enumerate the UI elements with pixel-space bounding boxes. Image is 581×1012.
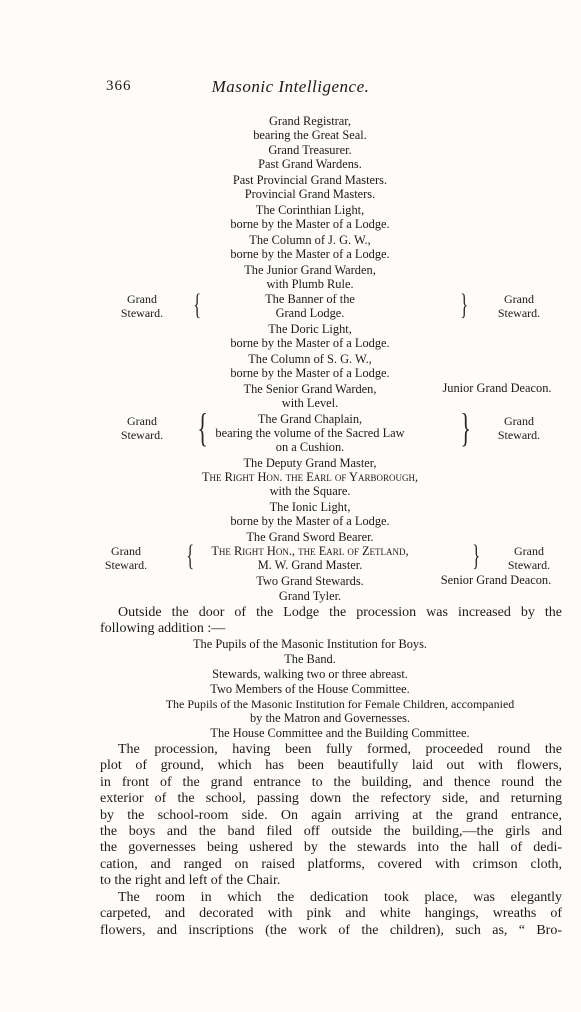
addition-line: The Pupils of the Masonic Institution for Female Children, accompanied xyxy=(165,697,515,711)
side-label-right: Steward. xyxy=(507,558,551,572)
procession-line: The Junior Grand Warden, xyxy=(244,263,376,277)
paragraph xyxy=(100,890,562,939)
text-line: the boys and the band filed off outside the building,—the girls and xyxy=(100,824,562,840)
addition-line: The Pupils of the Masonic Institution for Boys. xyxy=(192,637,428,651)
side-label-right: Grand xyxy=(504,414,534,428)
side-label-left: Steward. xyxy=(120,306,164,320)
right-brace-icon: } xyxy=(460,288,469,321)
side-label-left: Grand xyxy=(127,292,157,306)
page-number: 366 xyxy=(106,78,132,94)
text-line: the governesses being ushered by the stewards into the hall of dedi- xyxy=(100,840,562,856)
procession-line: Grand Treasurer. xyxy=(268,143,352,157)
procession-line: with the Square. xyxy=(269,484,351,498)
side-label-left: Grand xyxy=(127,414,157,428)
procession-line: The Right Hon., the Earl of Zetland, xyxy=(211,544,409,558)
left-brace-icon: { xyxy=(197,405,208,450)
procession-line: M. W. Grand Master. xyxy=(257,558,363,572)
text-line: in front of the grand entrance to the building, and thence round the xyxy=(100,774,562,790)
text-line: The procession, having been fully formed, proceeded round the xyxy=(118,742,562,757)
addition-line: by the Matron and Governesses. xyxy=(249,711,410,725)
procession-line: The Right Hon. the Earl of Yarborough, xyxy=(201,470,419,484)
procession-line: borne by the Master of a Lodge. xyxy=(230,366,390,380)
side-label-right: Grand xyxy=(514,544,544,558)
addition-line: The House Committee and the Building Committee. xyxy=(210,726,470,740)
side-label-left: Steward. xyxy=(104,558,148,572)
procession-line: The Banner of the xyxy=(265,292,355,306)
text-line: to the right and left of the Chair. xyxy=(100,873,281,889)
right-brace-icon: } xyxy=(472,539,481,572)
text-line: plot of ground, which has been beautifully laid out with flowers, xyxy=(100,758,562,774)
left-brace-icon: { xyxy=(193,288,202,321)
side-label-right: Steward. xyxy=(497,306,541,320)
procession-line: Provincial Grand Masters. xyxy=(244,187,376,201)
side-label-right: Junior Grand Deacon. xyxy=(442,381,552,395)
procession-line: Grand Registrar, xyxy=(268,114,352,128)
procession-line: on a Cushion. xyxy=(275,440,345,454)
procession-line: with Level. xyxy=(281,396,339,410)
text-line: carpeted, and decorated with pink and white hangings, wreaths of xyxy=(100,906,562,922)
running-title: Masonic Intelligence. xyxy=(211,77,370,96)
left-brace-icon: { xyxy=(186,539,195,572)
paragraph xyxy=(100,621,562,637)
addition-line: The Band. xyxy=(284,652,336,666)
procession-line: The Column of S. G. W., xyxy=(248,352,372,366)
procession-line: The Column of J. G. W., xyxy=(249,233,371,247)
side-label-left: Steward. xyxy=(120,428,164,442)
procession-line: bearing the Great Seal. xyxy=(253,128,367,142)
text-line: by the school-room side. On again arriving at the grand entrance, xyxy=(100,807,562,823)
text-line: cation, and ranged on raised platforms, covered with crimson cloth, xyxy=(100,856,562,872)
procession-line: The Ionic Light, xyxy=(269,500,351,514)
side-label-right: Steward. xyxy=(497,428,541,442)
procession-line: Two Grand Stewards. xyxy=(256,574,364,588)
text-line: flowers, and inscriptions (the work of the children), such as, “ Bro- xyxy=(100,922,562,938)
text-line: following addition :— xyxy=(100,621,226,636)
text-line: exterior of the school, passing down the refectory side, and returning xyxy=(100,791,562,807)
procession-line: bearing the volume of the Sacred Law xyxy=(215,426,405,440)
text-line: The room in which the dedication took place, was elegantly xyxy=(118,890,562,905)
right-brace-icon: } xyxy=(460,405,471,450)
procession-line: Grand Tyler. xyxy=(278,589,342,603)
text-line: Outside the door of the Lodge the procession was increased by the xyxy=(118,605,562,620)
procession-line: The Grand Chaplain, xyxy=(257,412,363,426)
paragraph xyxy=(100,605,562,621)
procession-line: borne by the Master of a Lodge. xyxy=(230,514,390,528)
addition-line: Two Members of the House Committee. xyxy=(210,682,410,696)
procession-line: The Corinthian Light, xyxy=(255,203,365,217)
procession-line: borne by the Master of a Lodge. xyxy=(230,217,390,231)
page-header xyxy=(0,78,581,100)
procession-line: with Plumb Rule. xyxy=(266,277,354,291)
procession-line: The Grand Sword Bearer. xyxy=(246,530,374,544)
side-label-right: Senior Grand Deacon. xyxy=(440,573,552,587)
procession-line: The Senior Grand Warden, xyxy=(243,382,377,396)
procession-line: borne by the Master of a Lodge. xyxy=(230,336,390,350)
procession-line: The Deputy Grand Master, xyxy=(243,456,377,470)
side-label-left: Grand xyxy=(111,544,141,558)
addition-line: Stewards, walking two or three abreast. xyxy=(212,667,408,681)
procession-line: Past Grand Wardens. xyxy=(258,157,362,171)
procession-line: Past Provincial Grand Masters. xyxy=(232,173,388,187)
paragraph xyxy=(100,742,562,890)
procession-line: Grand Lodge. xyxy=(275,306,345,320)
procession-line: The Doric Light, xyxy=(268,322,352,336)
side-label-right: Grand xyxy=(504,292,534,306)
procession-line: borne by the Master of a Lodge. xyxy=(230,247,390,261)
